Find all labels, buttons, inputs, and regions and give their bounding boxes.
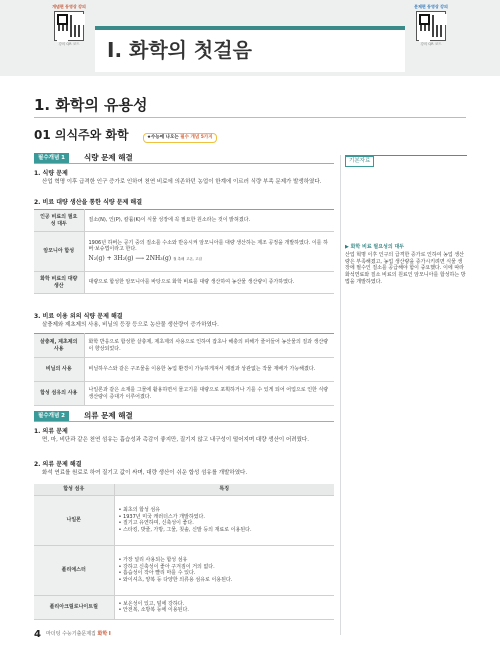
- table-row: [34, 272, 334, 294]
- equation-condition-bottom: 고온, 고압: [186, 257, 202, 262]
- heading-fertilizer: 2. 비료 대량 생산을 통한 식량 문제 해결: [34, 199, 143, 206]
- fiber-features: [114, 545, 334, 595]
- row-label: 암모니아 합성: [34, 232, 84, 272]
- qr-right-sub: 강의 QR 코드: [420, 42, 442, 47]
- fiber-name: 나일론: [34, 495, 114, 545]
- equation-condition-top: 철 촉매: [173, 257, 185, 262]
- concept-2-underline: [34, 421, 334, 422]
- row-label: 인공 비료의 필요성 대두: [34, 210, 84, 232]
- equation-text: N₂(g) + 3H₂(g) ⟶ 2NH₃(g): [88, 255, 172, 263]
- feature-item: • 강하고 신축성이 좋아 구겨짐이 거의 없다.: [119, 564, 331, 571]
- fertilizer-table: [34, 209, 334, 294]
- synthetic-fiber-table: [34, 484, 334, 620]
- row-text: 비닐하우스와 같은 구조물을 이용한 농업 환경이 가능하게져서 계절과 상관없는 작물 재배가 가능해졌다.: [84, 358, 334, 382]
- row-text: 화학 반응으로 합성한 살충제, 제초제의 사용으로 인하여 잡초나 해충의 피해가 줄어들어 농산물의 질과 생산량이 향상되었다.: [84, 334, 334, 358]
- qr-left-caption: 개념편 동영상 강의: [52, 4, 86, 9]
- concept-lecture-qr[interactable]: [50, 4, 88, 47]
- feature-item: • 흡습성이 작아 빨리 마를 수 있다.: [119, 570, 331, 577]
- sidebar-note-title: ▶ 화학 비료 필요성의 대두: [345, 244, 405, 250]
- feature-item: • 최초의 합성 섬유: [119, 507, 331, 514]
- qr-left-sub: 강의 QR 코드: [58, 42, 80, 47]
- feature-item: • 가장 널리 사용되는 합성 섬유: [119, 557, 331, 564]
- table-row: [34, 232, 334, 272]
- problem-lecture-qr[interactable]: [412, 4, 450, 47]
- fiber-name: 폴리아크릴로나이트릴: [34, 595, 114, 619]
- badge-prefix: ★수능에 나오는: [147, 135, 181, 140]
- sidebar-divider: [340, 155, 341, 635]
- section-title: 1. 화학의 유용성: [34, 96, 148, 114]
- heading-other-solutions: 3. 비료 이용 외의 식량 문제 해결: [34, 313, 123, 320]
- column-header-features: 특징: [114, 484, 334, 495]
- table-row: [34, 210, 334, 232]
- chapter-card: [95, 26, 405, 72]
- heading-food-problem: 1. 식량 문제: [34, 170, 68, 177]
- table-row: [34, 334, 334, 358]
- feature-item: • 와이셔츠, 양복 등 다양한 의류용 섬유로 이용된다.: [119, 577, 331, 584]
- exam-badge: [143, 133, 217, 143]
- footer-subject: 화학 Ⅰ: [97, 631, 111, 637]
- feature-item: • 1937년 미국 캐러더스가 개발하였다.: [119, 514, 331, 521]
- fiber-features: [114, 495, 334, 545]
- sidebar-note: [345, 244, 467, 286]
- fiber-features: [114, 595, 334, 619]
- other-solutions-table: [34, 333, 334, 406]
- feature-item: • 보온성이 있고, 털에 강하다.: [119, 601, 331, 608]
- footer-text: [46, 631, 111, 638]
- table-row: [34, 382, 334, 406]
- para-food-problem: 산업 혁명 이후 급격한 인구 증가로 인하여 천연 비료에 의존하던 농업이 한계에 이르러 식량 부족 문제가 발생하였다.: [42, 179, 322, 185]
- qr-code-icon[interactable]: [54, 11, 84, 41]
- footer-book: 마더텅 수능기출문제집: [46, 631, 98, 637]
- row-text: 질소(N), 인(P), 칼륨(K)이 식물 성장에 꼭 필요한 원소라는 것이 밝혀졌다.: [84, 210, 334, 232]
- concept-2-bar: [34, 411, 334, 422]
- page-footer: [34, 628, 466, 642]
- heading-clothing-problem: 1. 의류 문제: [34, 428, 68, 435]
- table-row: [34, 545, 334, 595]
- para-clothing-solution: 화석 연료를 원료로 하여 질기고 값이 싸며, 대량 생산이 쉬운 합성 섬유를 개발하였다.: [42, 470, 248, 476]
- sidebar-tag: 기본자료: [345, 156, 374, 167]
- para-other-solutions: 살충제와 제초제의 사용, 비닐의 등장 등으로 농산물 생산량이 증가하였다.: [42, 322, 219, 328]
- concept-2-tag: 필수개념 2: [34, 411, 69, 422]
- feature-item: • 스타킹, 밧줄, 가방, 그물, 칫솔, 신발 등의 재료로 이용된다.: [119, 527, 331, 534]
- feature-item: • 질기고 유연하며, 신축성이 좋다.: [119, 520, 331, 527]
- para-clothing-problem: 면, 마, 비단과 같은 천연 섬유는 흡습성과 촉감이 좋지만, 질기지 않고 내구성이 떨어지며 대량 생산이 어려웠다.: [42, 437, 309, 443]
- section-divider: [34, 117, 466, 118]
- column-header-fiber: 합성 섬유: [34, 484, 114, 495]
- concept-2-name: 의류 문제 해결: [84, 411, 133, 420]
- table-row: [34, 358, 334, 382]
- badge-highlight: 필수 개념 5가지: [180, 135, 213, 140]
- table-row: [34, 495, 334, 545]
- row-text: 나일론과 같은 소재를 그물에 활용하면서 물고기를 대량으로 포획하거나 기를 수 있게 되어 어업으로 인한 식량 생산량이 증대가 이루어졌다.: [84, 382, 334, 406]
- feature-item: • 안전복, 소방복 등에 이용된다.: [119, 607, 331, 614]
- concept-1-underline: [34, 163, 334, 164]
- subsection-title: 01 의식주와 화학: [34, 128, 129, 142]
- row-label: 화학 비료의 대량 생산: [34, 272, 84, 294]
- sidebar-note-text: 산업 혁명 이후 인구의 급격한 증가로 인하여 농업 생산량은 부족해졌고, 농업 생산량을 증가시키려면 식물 생장에 필수인 질소를 공급해야 함이 중요했다. 이에 따라 화석연료와 질소 비료의 원료인 암모니아를 합성하는 방법을 개발하였다.: [345, 251, 466, 285]
- table-header-row: [34, 484, 334, 495]
- qr-code-icon[interactable]: [416, 11, 446, 41]
- row-text: 대량으로 합성한 암모니아를 바탕으로 화학 비료를 대량 생산하여 농산물 생산량이 증가하였다.: [84, 272, 334, 294]
- concept-1-bar: [34, 153, 334, 164]
- row-content: [84, 232, 334, 272]
- page-header: [0, 0, 500, 76]
- row-text: 1906년 하버는 공기 중의 질소를 수소와 반응시켜 암모니아를 대량 생산하는 제조 공정을 개발하였다. 이를 하버‧보슈법이라고 한다.: [88, 239, 328, 253]
- qr-right-caption: 문제편 동영상 강의: [414, 4, 448, 9]
- chapter-title: Ⅰ. 화학의 첫걸음: [107, 38, 252, 62]
- concept-1-name: 식량 문제 해결: [84, 153, 133, 162]
- table-row: [34, 595, 334, 619]
- row-label: 비닐의 사용: [34, 358, 84, 382]
- row-label: 합성 섬유의 사용: [34, 382, 84, 406]
- fiber-name: 폴리에스터: [34, 545, 114, 595]
- row-label: 살충제, 제초제의 사용: [34, 334, 84, 358]
- concept-1-tag: 필수개념 1: [34, 153, 69, 164]
- page-number: 4: [34, 629, 41, 640]
- heading-clothing-solution: 2. 의류 문제 해결: [34, 461, 82, 468]
- haber-equation: [89, 255, 331, 263]
